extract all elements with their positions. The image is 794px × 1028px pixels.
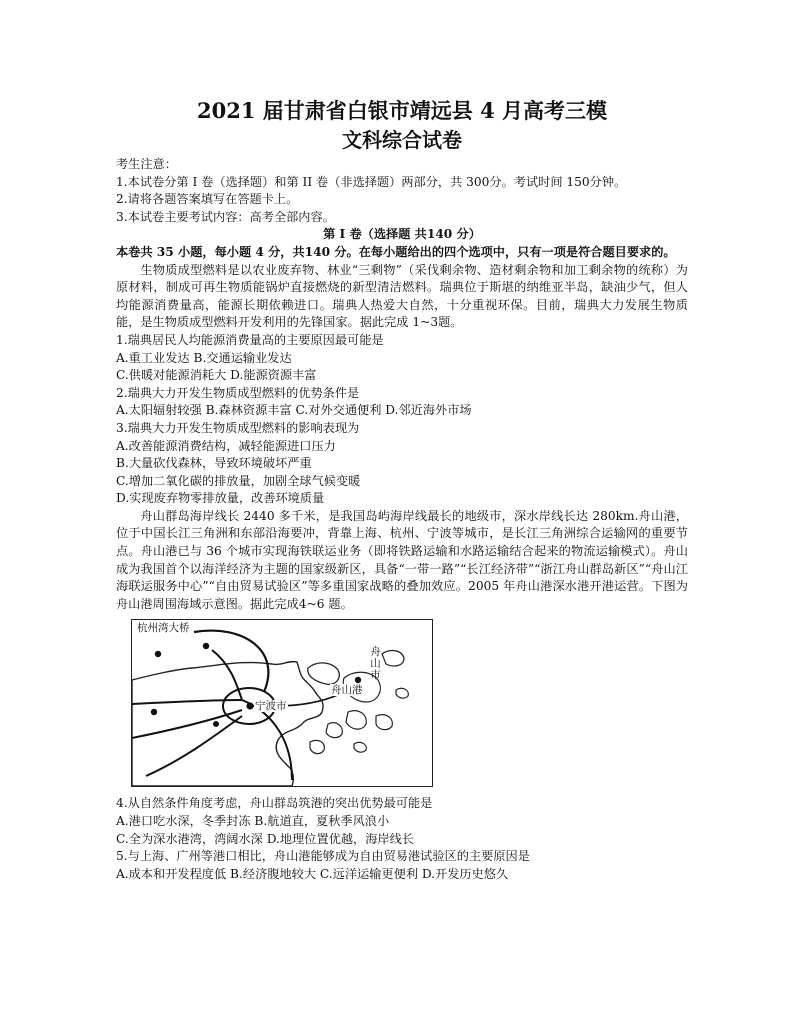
passage-2: 舟山群岛海岸线长 2440 多千米，是我国岛屿海岸线最长的地级市，深水岸线长达 280km.舟山港，位于中国长江三角洲和东部沿海要冲，背靠上海、杭州、宁波等城市，是长江三角洲综合运输网的重要节点。舟山港已与 36 个城市实现海铁联运业务（即将铁路运输和水路运输结合起来的物流运输模式）。舟山成为我国首个以海洋经济为主题的国家级新区，具备“一带一路”“长江经济带”“浙江舟山群岛新区”“舟山江海联运服务中心”“自由贸易试验区”等多重国家战略的叠加效应。2005 年舟山港深水港开港运营。下图为舟山港周围海域示意图。据此完成4~6 题。 [116, 508, 688, 611]
question-option: A.重工业发达 B.交通运输业发达 [116, 350, 292, 365]
question-stem: 4.从自然条件角度考虑，舟山群岛筑港的突出优势最可能是 [116, 796, 433, 811]
note-item: 1.本试卷分第 I 卷（选择题）和第 II 卷（非选择题）两部分，共 300分。考试时间 150分钟。 [116, 174, 627, 189]
section-heading: 第 I 卷（选择题 共140 分） [323, 227, 481, 242]
exam-title: 2021 届甘肃省白银市靖远县 4 月高考三模 [197, 98, 607, 123]
question-option: A.太阳辐射较强 B.森林资源丰富 C.对外交通便利 D.邻近海外市场 [116, 403, 472, 418]
label-zhoushan-port: 舟山港 [331, 684, 363, 697]
question-option: A.港口吃水深，冬季封冻 B.航道直，夏秋季风浪小 [116, 814, 390, 829]
notes-heading: 考生注意： [116, 157, 177, 171]
section-instruction: 本卷共 35 小题，每小题 4 分，共140 分。在每小题给出的四个选项中，只有一项是符合题目要求的。 [116, 244, 676, 259]
question-option: B.大量砍伐森林，导致环境破坏严重 [116, 456, 312, 471]
question-option: C.供暖对能源消耗大 D.能源资源丰富 [116, 368, 317, 383]
note-item: 2.请将各题答案填写在答题卡上。 [116, 192, 299, 207]
note-item: 3.本试卷主要考试内容：高考全部内容。 [116, 209, 335, 224]
question-option: C.增加二氧化碳的排放量，加剧全球气候变暖 [116, 473, 361, 488]
passage-1: 生物质成型燃料是以农业废弃物、林业“三剩物”（采伐剩余物、造材剩余物和加工剩余物的统称）为原材料，制成可再生物质能锅炉直接燃烧的新型清洁燃料。瑞典位于斯堪的纳维亚半岛，缺油少气，但人均能源消费量高，能源长期依赖进口。瑞典人热爱大自然，十分重视环保。目前，瑞典大力发展生物质能，是生物质成型燃料开发利用的先锋国家。据此完成 1~3题。 [116, 262, 688, 330]
label-ningbo: 宁波市 [255, 700, 287, 713]
question-stem: 2.瑞典大力开发生物质成型燃料的优势条件是 [116, 385, 360, 400]
question-option: D.实现废弃物零排放量，改善环境质量 [116, 491, 325, 506]
question-option: A.改善能源消费结构，减轻能源进口压力 [116, 438, 336, 453]
label-hangzhou-bay-bridge: 杭州湾大桥 [137, 622, 190, 635]
label-zhoushan-city: 舟山市 [369, 646, 381, 681]
exam-page [116, 96, 688, 883]
exam-subtitle: 文科综合试卷 [342, 128, 462, 152]
question-stem: 5.与上海、广州等港口相比，舟山港能够成为自由贸易港试验区的主要原因是 [116, 849, 530, 864]
zhoushan-port-map [131, 619, 433, 787]
question-option: C.全为深水港湾，湾阔水深 D.地理位置优越，海岸线长 [116, 831, 414, 846]
question-stem: 3.瑞典大力开发生物质成型燃料的影响表现为 [116, 420, 360, 435]
question-option: A.成本和开发程度低 B.经济腹地较大 C.远洋运输更便利 D.开发历史悠久 [116, 866, 509, 881]
question-stem: 1.瑞典居民人均能源消费量高的主要原因最可能是 [116, 332, 384, 347]
